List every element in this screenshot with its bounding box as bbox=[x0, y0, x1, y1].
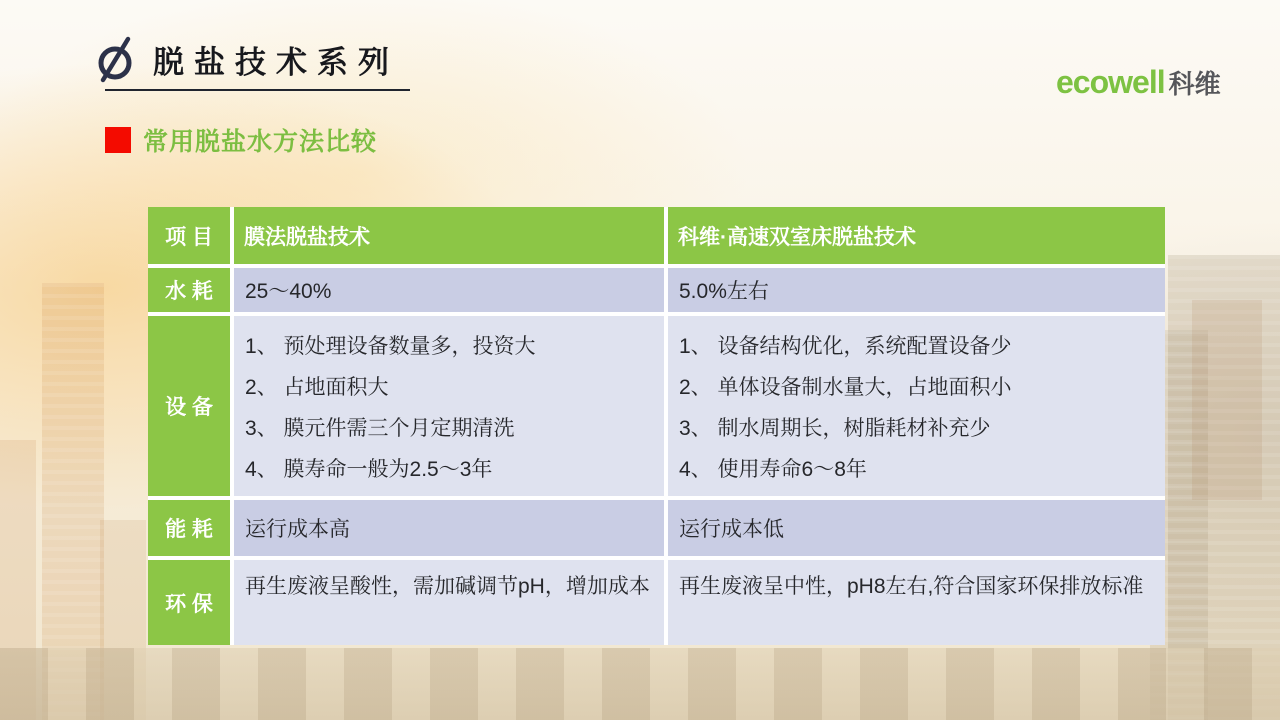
cityscape-building bbox=[1192, 300, 1262, 500]
header-cell-item: 项 目 bbox=[148, 207, 230, 264]
slide-header bbox=[95, 34, 399, 84]
list-item: 2、 占地面积大 bbox=[245, 375, 389, 399]
title-underline bbox=[105, 89, 410, 91]
cell-energy-membrane: 运行成本高 bbox=[234, 500, 664, 556]
header-cell-membrane: 膜法脱盐技术 bbox=[234, 207, 664, 264]
logo-chinese-name: 科维 bbox=[1168, 69, 1221, 99]
empty-set-icon bbox=[95, 34, 137, 84]
section-heading bbox=[105, 122, 377, 158]
list-item: 1、 设备结构优化，系统配置设备少 bbox=[679, 334, 1012, 358]
cell-equipment-membrane bbox=[234, 316, 664, 496]
cell-water-kewei: 5.0%左右 bbox=[668, 268, 1165, 312]
ecowell-logo bbox=[1056, 64, 1221, 101]
cell-equipment-kewei bbox=[668, 316, 1165, 496]
comparison-table bbox=[148, 207, 1165, 645]
row-label-energy: 能 耗 bbox=[148, 500, 230, 556]
red-square-bullet bbox=[105, 127, 131, 153]
equipment-membrane-list bbox=[234, 316, 664, 496]
cell-environment-membrane: 再生废液呈酸性，需加碱调节pH，增加成本 bbox=[234, 560, 664, 645]
equipment-kewei-list bbox=[668, 316, 1165, 496]
list-item: 3、 制水周期长，树脂耗材补充少 bbox=[679, 416, 991, 440]
logo-wordmark: ecowell bbox=[1056, 64, 1165, 100]
row-label-water: 水 耗 bbox=[148, 268, 230, 312]
list-item: 2、 单体设备制水量大，占地面积小 bbox=[679, 375, 1012, 399]
row-label-equipment: 设 备 bbox=[148, 316, 230, 496]
list-item: 4、 膜寿命一般为2.5～3年 bbox=[245, 457, 493, 481]
list-item: 1、 预处理设备数量多，投资大 bbox=[245, 334, 536, 358]
cell-environment-kewei: 再生废液呈中性，pH8左右,符合国家环保排放标准 bbox=[668, 560, 1165, 645]
list-item: 3、 膜元件需三个月定期清洗 bbox=[245, 416, 515, 440]
cityscape-bottom-band bbox=[0, 648, 1280, 720]
header-cell-kewei: 科维·高速双室床脱盐技术 bbox=[668, 207, 1165, 264]
cell-energy-kewei: 运行成本低 bbox=[668, 500, 1165, 556]
row-label-environment: 环 保 bbox=[148, 560, 230, 645]
cell-water-membrane: 25～40% bbox=[234, 268, 664, 312]
page-title: 脱盐技术系列 bbox=[153, 44, 399, 80]
section-heading-text: 常用脱盐水方法比较 bbox=[143, 128, 378, 156]
list-item: 4、 使用寿命6～8年 bbox=[679, 457, 867, 481]
